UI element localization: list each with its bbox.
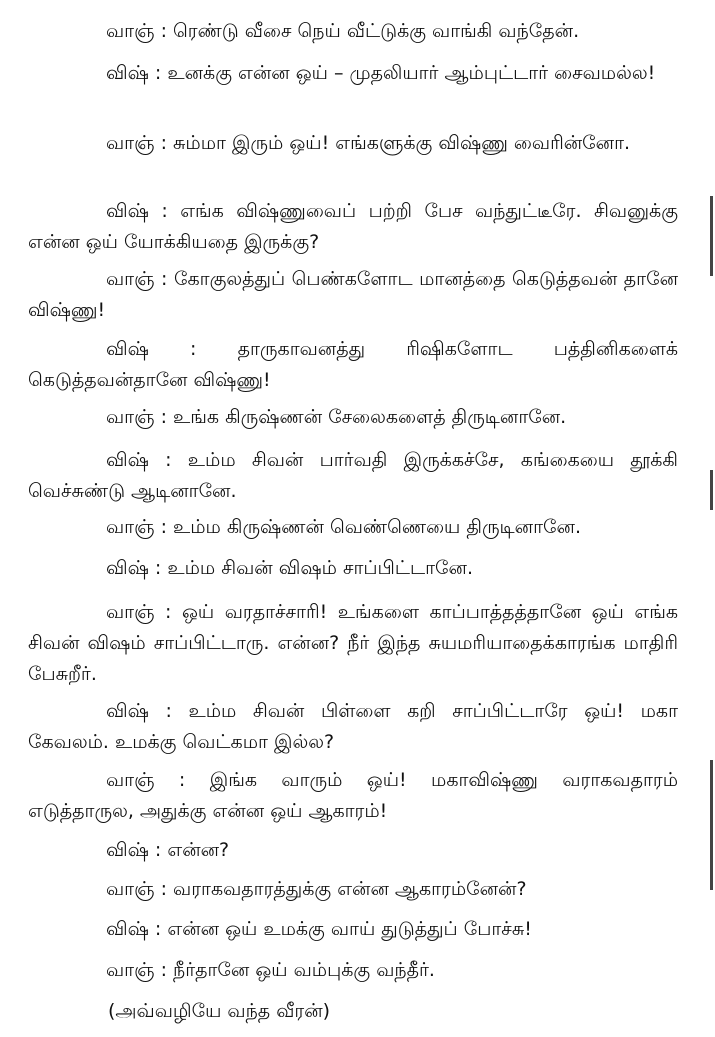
dialogue-line xyxy=(28,597,678,690)
dialogue-text: தாருகாவனத்து ரிஷிகளோட பத்தினிகளைக் கெடுத்தவன்தானே விஷ்ணு! xyxy=(28,338,678,391)
dialogue-line xyxy=(28,128,678,159)
speaker-name: விஷ் xyxy=(106,449,149,471)
scan-edge-mark xyxy=(710,760,713,890)
dialogue-line xyxy=(28,16,678,47)
dialogue-line xyxy=(28,334,678,396)
separator: : xyxy=(148,700,189,722)
speaker-name: வாஞ் xyxy=(106,878,155,900)
dialogue-line xyxy=(28,58,678,89)
separator: : xyxy=(148,62,168,84)
speaker-name: விஷ் xyxy=(106,62,149,84)
speaker-name: விஷ் xyxy=(106,839,149,861)
dialogue-text: உம்ம சிவன் விஷம் சாப்பிட்டானே. xyxy=(167,557,474,579)
scan-edge-mark xyxy=(710,470,713,510)
dialogue-text: கோகுலத்துப் பெண்களோட மானத்தை கெடுத்தவன் தானே விஷ்ணு! xyxy=(28,268,679,321)
speaker-name: விஷ் xyxy=(106,557,149,579)
separator: : xyxy=(154,959,174,981)
separator: : xyxy=(154,406,174,428)
dialogue-text: இங்க வாரும் ஒய்! மகாவிஷ்ணு வராகவதாரம் எடுத்தாருல, அதுக்கு என்ன ஒய் ஆகாரம்! xyxy=(28,769,679,822)
dialogue-text: வராகவதாரத்துக்கு என்ன ஆகாரம்னேன்? xyxy=(173,878,527,900)
dialogue-line xyxy=(28,835,678,866)
separator: : xyxy=(148,918,168,940)
dialogue-line xyxy=(28,196,678,258)
separator: : xyxy=(148,200,181,222)
dialogue-line xyxy=(28,696,678,758)
dialogue-text: நீர்தானே ஒய் வம்புக்கு வந்தீர். xyxy=(173,959,435,981)
dialogue-text: உம்ம சிவன் பார்வதி இருக்கச்சே, கங்கையை தூக்கி வெச்சுண்டு ஆடினானே. xyxy=(28,449,678,502)
dialogue-text: ரெண்டு வீசை நெய் வீட்டுக்கு வாங்கி வந்தேன். xyxy=(173,20,580,42)
separator: : xyxy=(154,878,174,900)
separator: : xyxy=(154,20,174,42)
dialogue-line xyxy=(28,874,678,905)
dialogue-line xyxy=(28,765,678,827)
separator: : xyxy=(148,839,168,861)
speaker-name: வாஞ் xyxy=(106,268,155,290)
speaker-name: வாஞ் xyxy=(106,516,155,538)
speaker-name: விஷ் xyxy=(106,700,149,722)
dialogue-line xyxy=(28,445,678,507)
dialogue-text: உங்க கிருஷ்ணன் சேலைகளைத் திருடினானே. xyxy=(173,406,567,428)
speaker-name: வாஞ் xyxy=(106,20,155,42)
dialogue-text: எங்க விஷ்ணுவைப் பற்றி பேச வந்துட்டீரே. சிவனுக்கு என்ன ஒய் யோக்கியதை இருக்கு? xyxy=(28,200,678,253)
dialogue-text: என்ன ஒய் உமக்கு வாய் துடுத்துப் போச்சு! xyxy=(167,918,532,940)
speaker-name: விஷ் xyxy=(106,200,149,222)
speaker-name: வாஞ் xyxy=(106,132,155,154)
speaker-name: விஷ் xyxy=(106,338,149,360)
separator: : xyxy=(154,769,210,791)
separator: : xyxy=(148,557,168,579)
separator: : xyxy=(154,268,174,290)
dialogue-text: உனக்கு என்ன ஒய் – முதலியார் ஆம்புட்டார் சைவமல்ல! xyxy=(167,62,656,84)
stage-direction: (அவ்வழியே வந்த வீரன்) xyxy=(108,1000,331,1022)
speaker-name: வாஞ் xyxy=(106,601,155,623)
speaker-name: விஷ் xyxy=(106,918,149,940)
separator: : xyxy=(148,449,188,471)
dialogue-text: என்ன? xyxy=(167,839,230,861)
dialogue-line xyxy=(28,955,678,986)
speaker-name: வாஞ் xyxy=(106,959,155,981)
dialogue-line xyxy=(28,512,678,543)
dialogue-text: உம்ம சிவன் பிள்ளை கறி சாப்பிட்டாரே ஒய்! மகா கேவலம். உமக்கு வெட்கமா இல்ல? xyxy=(28,700,678,753)
speaker-name: வாஞ் xyxy=(106,769,155,791)
scan-edge-mark xyxy=(710,196,713,276)
dialogue-text: உம்ம கிருஷ்ணன் வெண்ணெயை திருடினானே. xyxy=(173,516,581,538)
separator: : xyxy=(154,516,174,538)
speaker-name: வாஞ் xyxy=(106,406,155,428)
separator: : xyxy=(148,338,238,360)
separator: : xyxy=(154,601,182,623)
dialogue-line xyxy=(28,264,678,326)
dialogue-line xyxy=(28,553,678,584)
dialogue-line xyxy=(28,402,678,433)
dialogue-line xyxy=(28,914,678,945)
dialogue-text: சும்மா இரும் ஒய்! எங்களுக்கு விஷ்ணு வைரின்னோ. xyxy=(173,132,631,154)
separator: : xyxy=(154,132,174,154)
dialogue-text: ஒய் வரதாச்சாரி! உங்களை காப்பாத்தத்தானே ஒய் எங்க சிவன் விஷம் சாப்பிட்டாரு. என்ன? நீர் இந்த சுயமரியாதைக்காரங்க மாதிரி பேசுறீர். xyxy=(28,601,678,685)
